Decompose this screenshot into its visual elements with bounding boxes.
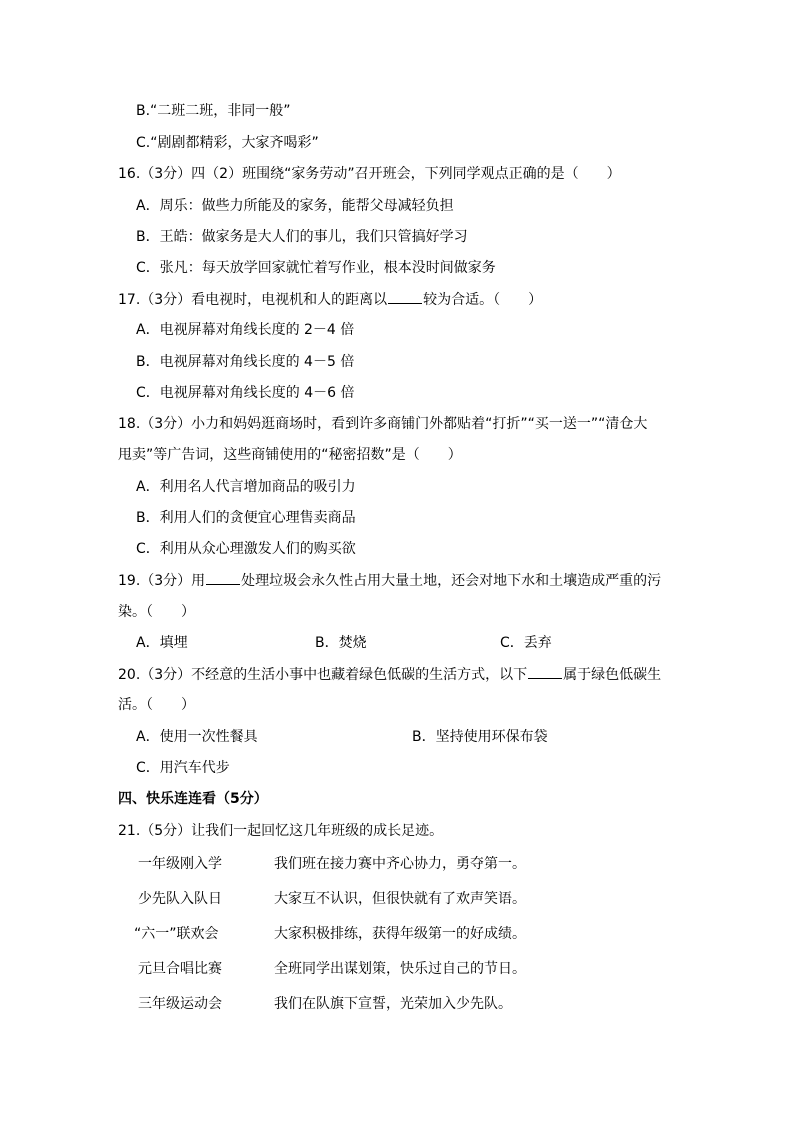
q21-right-item: 我们班在接力赛中齐心协力，勇夺第一。 bbox=[274, 856, 526, 872]
q19-stem-line2: 染。（ ） bbox=[118, 604, 195, 620]
q21-right-item: 大家积极排练，获得年级第一的好成绩。 bbox=[274, 926, 526, 942]
q19-option-c: C．丢弃 bbox=[500, 635, 552, 651]
q18-option-c: C．利用从众心理激发人们的购买欲 bbox=[136, 541, 356, 557]
q16-option-a: A．周乐：做些力所能及的家务，能帮父母减轻负担 bbox=[136, 198, 454, 214]
q17-option-a: A．电视屏幕对角线长度的 2－4 倍 bbox=[136, 322, 355, 338]
q17-stem-after: 较为合适。（ ） bbox=[423, 292, 543, 308]
q18-option-b: B．利用人们的贪便宜心理售卖商品 bbox=[136, 510, 356, 526]
q19-stem-line1 bbox=[118, 570, 661, 590]
q20-stem-after: 属于绿色低碳生 bbox=[563, 667, 662, 683]
q17-stem-before: 17.（3分）看电视时，电视机和人的距离以 bbox=[118, 292, 388, 308]
q20-option-c: C．用汽车代步 bbox=[136, 760, 230, 776]
q17-option-b: B．电视屏幕对角线长度的 4－5 倍 bbox=[136, 354, 355, 370]
q18-stem-line1: 18.（3分）小力和妈妈逛商场时，看到许多商铺门外都贴着“打折”“买一送一”“清仓大 bbox=[118, 416, 648, 432]
q20-option-a: A．使用一次性餐具 bbox=[136, 729, 258, 745]
q19-option-b: B．焚烧 bbox=[315, 635, 367, 651]
q20-stem-line1 bbox=[118, 664, 661, 684]
q19-option-a: A．填埋 bbox=[136, 635, 188, 651]
q17-stem bbox=[118, 289, 542, 309]
q18-stem-line2: 甩卖”等广告词，这些商铺使用的“秘密招数”是（ ） bbox=[118, 447, 462, 463]
q16-stem: 16.（3分）四（2）班围绕“家务劳动”召开班会，下列同学观点正确的是（ ） bbox=[118, 166, 621, 182]
q17-option-c: C．电视屏幕对角线长度的 4－6 倍 bbox=[136, 385, 355, 401]
q19-stem-after: 处理垃圾会永久性占用大量土地，还会对地下水和土壤造成严重的污 bbox=[241, 573, 662, 589]
q15-option-c: C.“剧剧都精彩，大家齐喝彩” bbox=[136, 135, 319, 151]
q17-blank bbox=[388, 289, 422, 304]
q20-blank bbox=[528, 664, 562, 679]
q20-option-b: B．坚持使用环保布袋 bbox=[412, 729, 548, 745]
q21-stem: 21.（5分）让我们一起回忆这几年班级的成长足迹。 bbox=[118, 823, 444, 839]
q19-stem-before: 19.（3分）用 bbox=[118, 573, 206, 589]
q21-right-item: 我们在队旗下宣誓，光荣加入少先队。 bbox=[274, 996, 512, 1012]
section-4-title: 四、快乐连连看（5分） bbox=[118, 791, 268, 807]
q21-right-item: 大家互不认识，但很快就有了欢声笑语。 bbox=[274, 891, 526, 907]
q21-left-item: 一年级刚入学 bbox=[138, 856, 222, 872]
q21-left-item: 少先队入队日 bbox=[138, 891, 222, 907]
q16-option-b: B．王皓：做家务是大人们的事儿，我们只管搞好学习 bbox=[136, 229, 468, 245]
q21-left-item: 元旦合唱比赛 bbox=[138, 961, 222, 977]
q16-option-c: C．张凡：每天放学回家就忙着写作业，根本没时间做家务 bbox=[136, 260, 496, 276]
q15-option-b: B.“二班二班，非同一般” bbox=[136, 103, 291, 119]
q19-blank bbox=[206, 570, 240, 585]
q20-stem-line2: 活。（ ） bbox=[118, 697, 195, 713]
q21-left-item: 三年级运动会 bbox=[138, 996, 222, 1012]
q18-option-a: A．利用名人代言增加商品的吸引力 bbox=[136, 479, 356, 495]
q21-left-item: “六一”联欢会 bbox=[134, 926, 219, 942]
q20-stem-before: 20.（3分）不经意的生活小事中也藏着绿色低碳的生活方式，以下 bbox=[118, 667, 528, 683]
q21-right-item: 全班同学出谋划策，快乐过自己的节日。 bbox=[274, 961, 526, 977]
